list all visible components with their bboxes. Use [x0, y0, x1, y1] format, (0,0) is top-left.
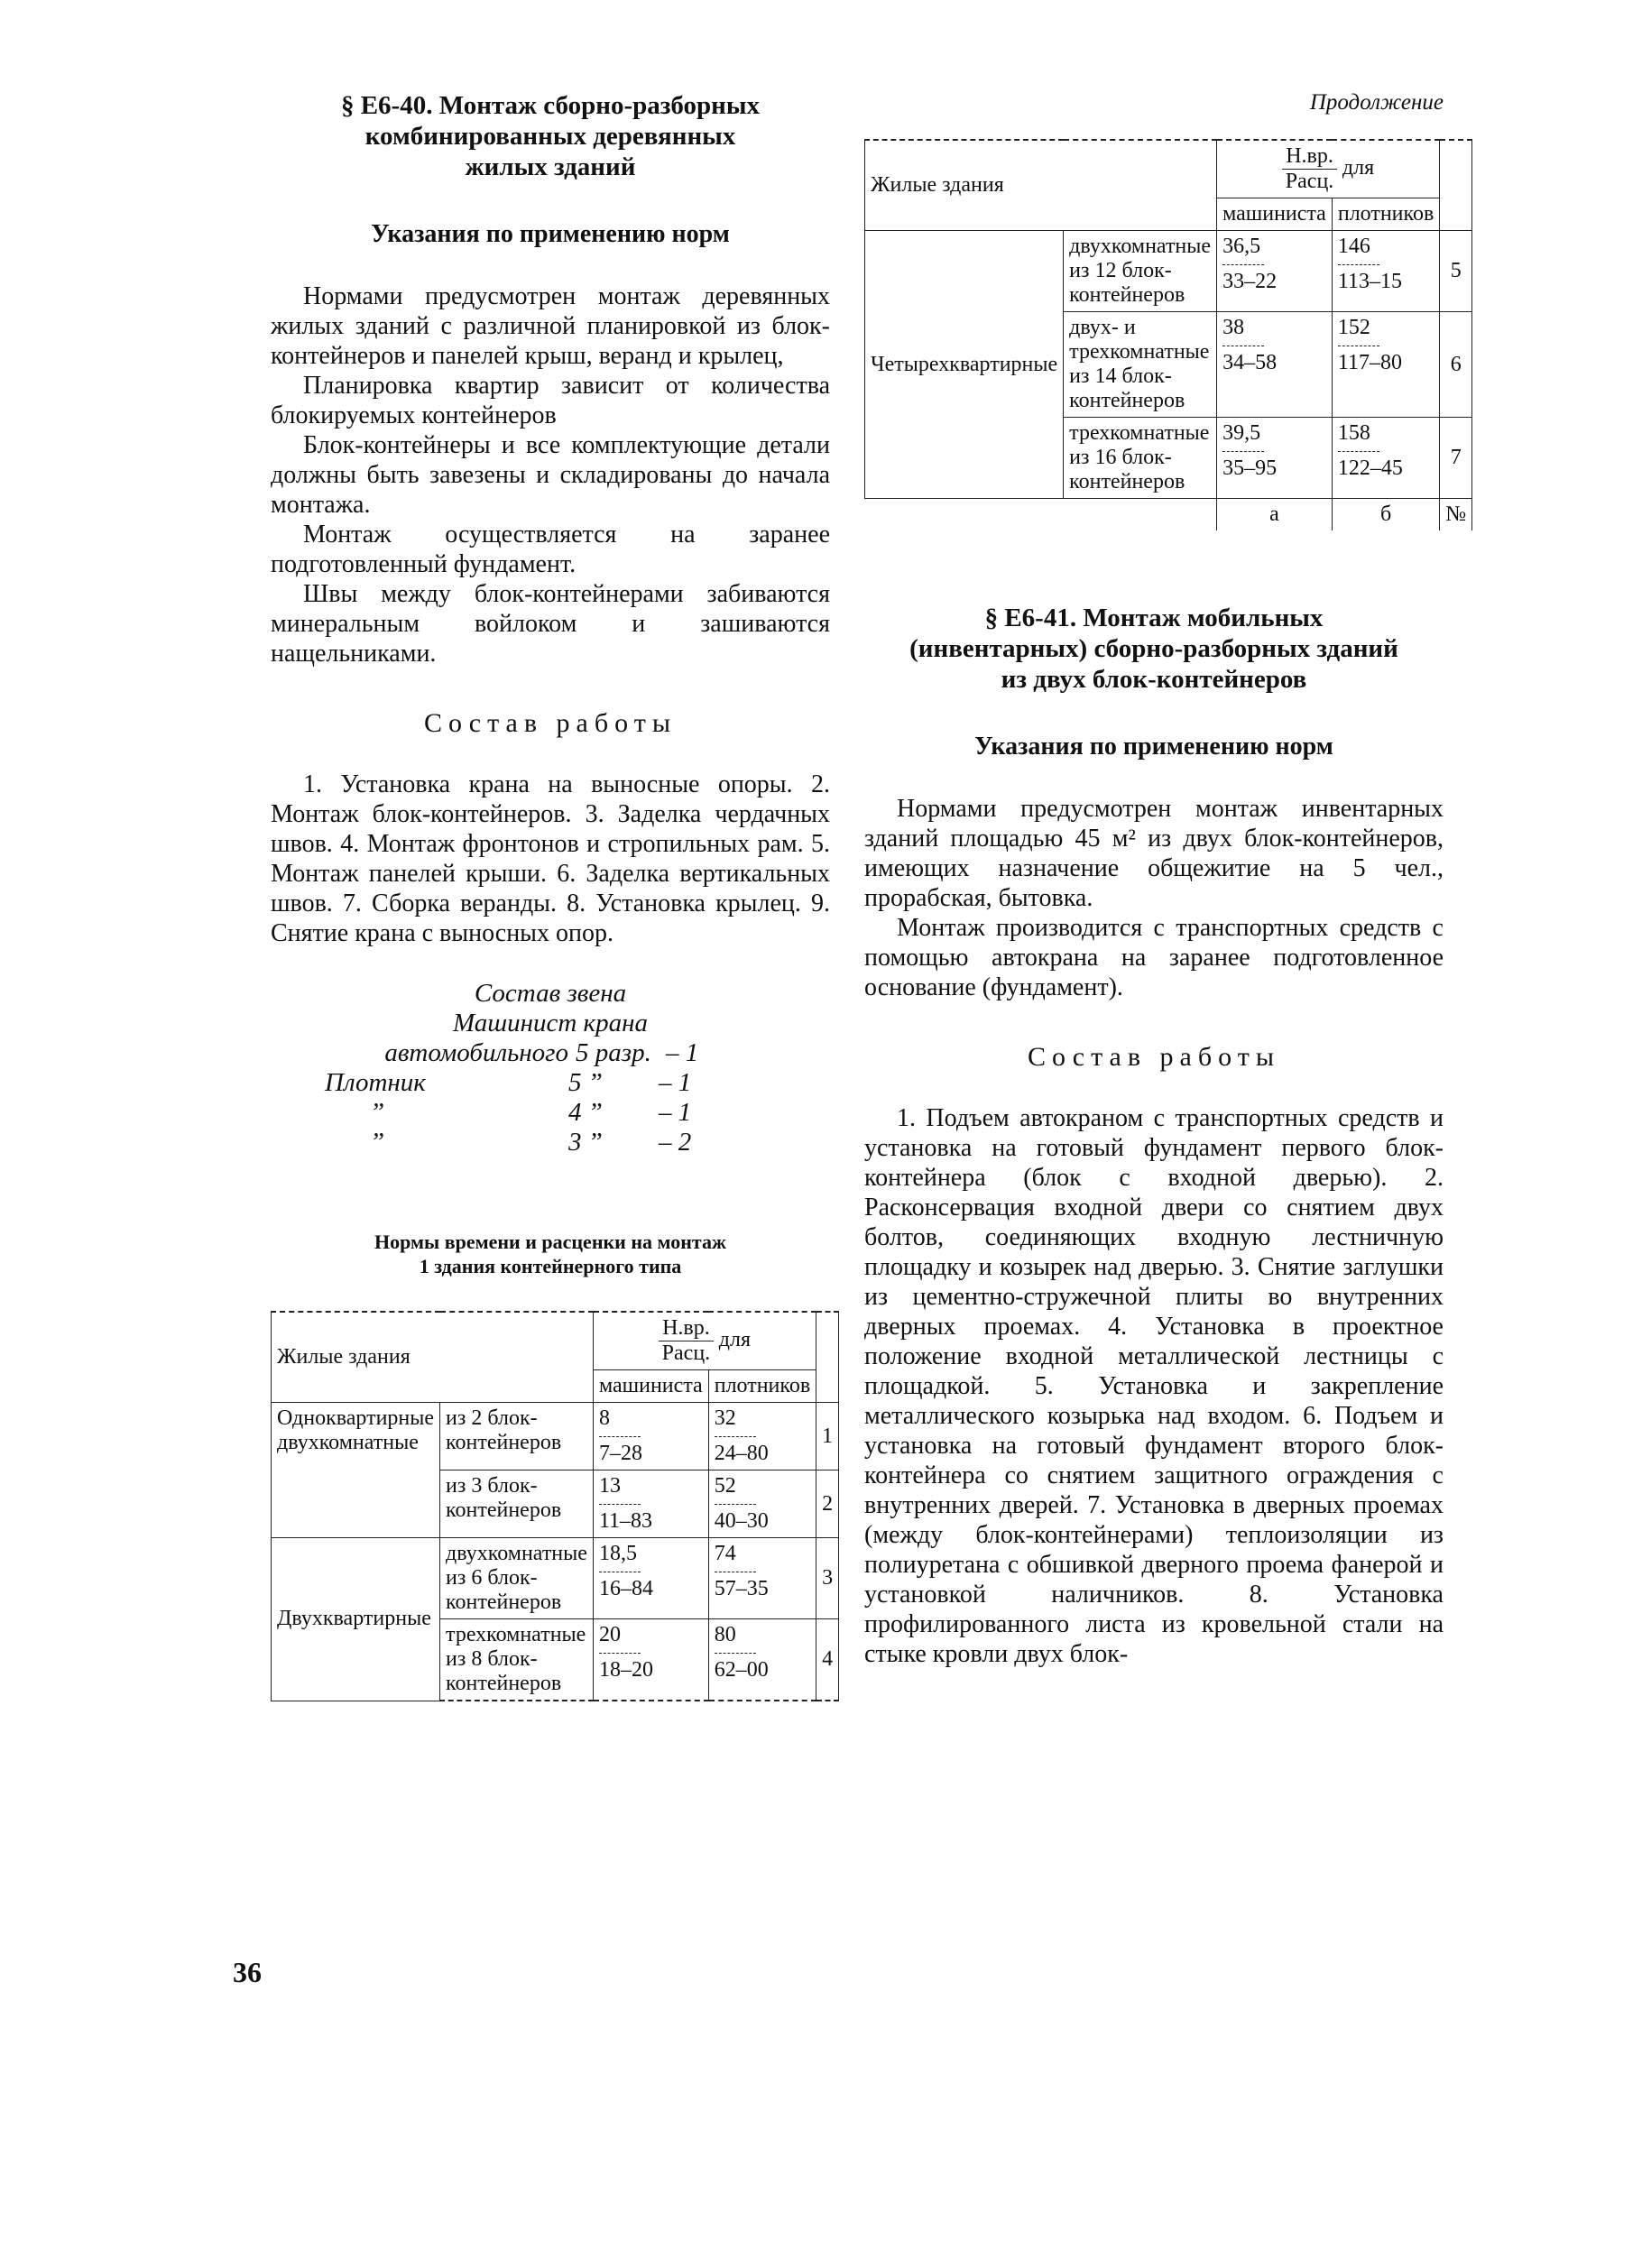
crew-count: – 1	[666, 1038, 699, 1067]
row-number: 5	[1440, 231, 1472, 312]
carpenter-value	[1332, 231, 1439, 312]
instructions-heading: Указания по применению норм	[371, 220, 730, 248]
crew-grade: 5 ”	[568, 1068, 603, 1097]
norm-value: 13	[598, 1474, 621, 1498]
work-text: 1. Подъем автокраном с транспортных средств и установка на готовый фундамент первого блок-контейнера (блок с входной дверью). 2. Расконсервация входной двери со снятием двух болтов, соединяющих входную лестничную площадку и козырек над дверью. 3. Снятие заглушки из цементно-стружечной плиты во внутренних дверных проемах. 4. Установка в проектное положение входной металлической лестницы с площадкой. 5. Установка и закрепление металлического козырька над входом. 6. Подъем и установка на готовый фундамент второго блок-контейнера со снятием защитного ограждения с внутренних дверей. 7. Установка в дверных проемах (между блок-контейнерами) теплоизоляции из полиуретана с обшивкой дверного проема фанерой и установкой наличников. 8. Установка профилированного листа из кровельной стали на стыке кровли двух блок-	[864, 1104, 1444, 1668]
norms-table-e6-40-continued	[864, 139, 1472, 530]
header-norm-rate	[593, 1312, 816, 1370]
work-heading: Состав работы	[424, 708, 677, 738]
crew-line: Машинист крана	[452, 1009, 649, 1037]
header-norm-rate	[1217, 140, 1440, 198]
machinist-value	[593, 1403, 708, 1471]
header-building: Жилые здания	[865, 140, 1217, 231]
row-desc: из 2 блок-контейнеров	[440, 1403, 594, 1471]
rate-value: 40–30	[714, 1509, 769, 1533]
crew-count: – 2	[659, 1128, 692, 1157]
group-name: Одноквартирные двухкомнатные	[272, 1403, 440, 1538]
title-line: комбинированных деревянных	[364, 122, 736, 151]
header-blank	[816, 1312, 839, 1403]
rate-value: 33–22	[1222, 270, 1278, 293]
row-number: 7	[1440, 418, 1472, 499]
norm-value: 74	[714, 1542, 736, 1565]
caption-line: 1 здания контейнерного типа	[419, 1255, 682, 1277]
crew-role: Плотник	[325, 1068, 426, 1097]
paragraph: Нормами предусмотрен монтаж инвентарных зданий площадью 45 м² из двух блок-контейнеров, имеющих назначение общежитие на 5 чел., прорабская, бытовка.	[864, 795, 1444, 912]
header-bottom: Расц.	[661, 1341, 711, 1365]
row-desc: двухкомнатные из 12 блок-контейнеров	[1064, 231, 1217, 312]
table-caption	[271, 1230, 830, 1278]
header-blank	[1440, 140, 1472, 231]
row-desc: трехкомнатные из 8 блок-контейнеров	[440, 1619, 594, 1701]
carpenter-value	[708, 1538, 816, 1619]
column-letter: б	[1332, 499, 1439, 531]
crew-row	[271, 1098, 830, 1128]
row-desc: двухкомнатные из 6 блок-контейнеров	[440, 1538, 594, 1619]
rate-value: 57–35	[714, 1577, 769, 1600]
table-row	[865, 231, 1472, 312]
rate-value: 24–80	[714, 1442, 769, 1465]
norm-value: 8	[598, 1406, 610, 1430]
row-number: 4	[816, 1619, 839, 1701]
header-bottom: Расц.	[1285, 170, 1334, 193]
crew-row	[271, 1068, 830, 1098]
rate-value: 34–58	[1222, 351, 1278, 374]
crew-row	[271, 1128, 830, 1157]
title-line: жилых зданий	[465, 152, 636, 181]
rate-value: 7–28	[598, 1442, 642, 1465]
header-for: для	[718, 1328, 751, 1352]
letters-blank	[865, 499, 1217, 531]
crew-heading: Состав звена	[474, 979, 627, 1008]
machinist-value	[1217, 231, 1333, 312]
group-name: Четырехквартирные	[865, 231, 1064, 499]
header-machinist: машиниста	[1217, 198, 1333, 231]
crew-grade: 5 разр.	[576, 1038, 651, 1067]
rate-value: 11–83	[598, 1509, 653, 1533]
crew-grade: 3 ”	[568, 1128, 603, 1157]
title-line: из двух блок-контейнеров	[1001, 665, 1307, 694]
norm-value: 146	[1337, 235, 1370, 258]
table-row	[272, 1403, 839, 1471]
instructions-text	[271, 281, 830, 668]
norm-value: 39,5	[1222, 421, 1261, 445]
crew-count: – 1	[659, 1098, 692, 1127]
carpenter-value	[708, 1619, 816, 1701]
paragraph: Швы между блок-контейнерами забиваются минеральным войлоком и зашиваются нащельниками.	[271, 580, 830, 668]
work-text: 1. Установка крана на выносные опоры. 2. Монтаж блок-контейнеров. 3. Заделка чердачных швов. 4. Монтаж фронтонов и стропильных рам. 5. Монтаж панелей крыши. 6. Заделка вертикальных швов. 7. Сборка веранды. 8. Установка крылец. 9. Снятие крана с выносных опор.	[271, 770, 830, 947]
rate-value: 113–15	[1337, 270, 1402, 293]
crew-role: ”	[370, 1128, 385, 1157]
row-number: 6	[1440, 312, 1472, 418]
carpenter-value	[1332, 418, 1439, 499]
crew-grade: 4 ”	[568, 1098, 603, 1127]
fraction	[1282, 144, 1337, 194]
machinist-value	[1217, 312, 1333, 418]
row-desc: трехкомнатные из 16 блок-контейнеров	[1064, 418, 1217, 499]
norm-value: 36,5	[1222, 235, 1261, 258]
crew-role: ”	[370, 1098, 385, 1127]
row-desc: двух- и трехкомнатные из 14 блок-контейнеров	[1064, 312, 1217, 418]
section-e6-41-title	[864, 603, 1444, 695]
rate-value: 117–80	[1337, 351, 1402, 374]
title-line: § Е6-40. Монтаж сборно-разборных	[340, 91, 761, 120]
rate-value: 62–00	[714, 1658, 769, 1682]
row-number: 1	[816, 1403, 839, 1471]
header-carpenter: плотников	[708, 1370, 816, 1403]
column-letter: №	[1440, 499, 1472, 531]
norms-table-e6-40	[271, 1311, 839, 1701]
machinist-value	[593, 1471, 708, 1538]
machinist-value	[593, 1538, 708, 1619]
fraction	[659, 1316, 714, 1366]
norm-value: 158	[1337, 421, 1370, 445]
header-top: Н.вр.	[1282, 144, 1337, 170]
title-line: (инвентарных) сборно-разборных зданий	[909, 634, 1398, 663]
rate-value: 35–95	[1222, 456, 1278, 480]
paragraph: Блок-контейнеры и все комплектующие детали должны быть завезены и складированы до начала монтажа.	[271, 431, 830, 519]
rate-value: 122–45	[1337, 456, 1403, 480]
page-number: 36	[233, 1956, 262, 1988]
header-machinist: машиниста	[593, 1370, 708, 1403]
group-name: Двухквартирные	[272, 1538, 440, 1701]
work-heading: Состав работы	[1028, 1042, 1280, 1072]
paragraph: Монтаж производится с транспортных средств с помощью автокрана на заранее подготовленное основание (фундамент).	[864, 914, 1444, 1001]
norm-value: 20	[598, 1623, 621, 1646]
norm-value: 32	[714, 1406, 736, 1430]
norm-value: 80	[714, 1623, 736, 1646]
crew-count: – 1	[659, 1068, 692, 1097]
crew-row	[271, 1038, 830, 1068]
crew-composition	[271, 979, 830, 1157]
section-e6-40-title	[271, 90, 830, 182]
rate-value: 18–20	[598, 1658, 653, 1682]
column-letter: а	[1217, 499, 1333, 531]
instructions-heading: Указания по применению норм	[974, 733, 1333, 761]
right-column	[864, 90, 1467, 1669]
norm-value: 152	[1337, 316, 1370, 339]
row-number: 2	[816, 1471, 839, 1538]
header-building: Жилые здания	[272, 1312, 594, 1403]
row-number: 3	[816, 1538, 839, 1619]
caption-line: Нормы времени и расценки на монтаж	[374, 1231, 726, 1253]
carpenter-value	[1332, 312, 1439, 418]
paragraph: Планировка квартир зависит от количества блокируемых контейнеров	[271, 372, 830, 429]
table-row	[272, 1538, 839, 1619]
paragraph: Монтаж осуществляется на заранее подготовленный фундамент.	[271, 521, 830, 578]
title-line: § Е6-41. Монтаж мобильных	[984, 604, 1324, 632]
norm-value: 52	[714, 1474, 736, 1498]
machinist-value	[1217, 418, 1333, 499]
rate-value: 16–84	[598, 1577, 653, 1600]
header-for: для	[1342, 156, 1375, 180]
paragraph: Нормами предусмотрен монтаж деревянных жилых зданий с различной планировкой из блок-контейнеров и панелей крыш, веранд и крылец,	[271, 282, 830, 370]
left-column	[271, 90, 834, 1701]
header-top: Н.вр.	[659, 1316, 714, 1341]
crew-role: автомобильного	[384, 1038, 568, 1067]
header-carpenter: плотников	[1332, 198, 1439, 231]
column-letters-row	[865, 499, 1472, 531]
row-desc: из 3 блок-контейнеров	[440, 1471, 594, 1538]
continued-label: Продолжение	[1309, 90, 1444, 115]
instructions-text	[864, 794, 1444, 1002]
carpenter-value	[708, 1403, 816, 1471]
carpenter-value	[708, 1471, 816, 1538]
norm-value: 18,5	[598, 1542, 637, 1565]
norm-value: 38	[1222, 316, 1245, 339]
machinist-value	[593, 1619, 708, 1701]
